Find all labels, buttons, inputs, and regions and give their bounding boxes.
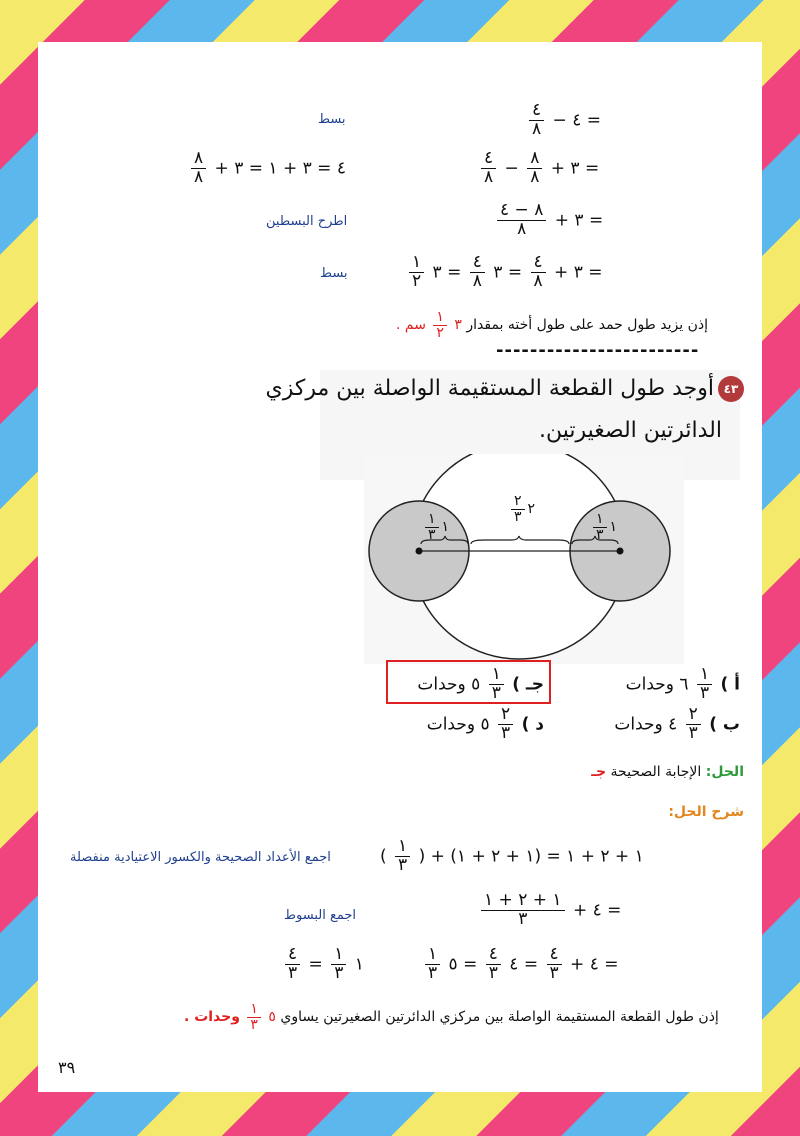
math-step: [478, 150, 599, 187]
math-step: ١ $\frac{١}{٣}$ = $\frac{٤}{٣}$: [282, 946, 364, 983]
step-note: بسط: [318, 112, 346, 127]
fraction: $\frac{٨ - ٤}{٨}$: [497, 202, 546, 239]
page-number: ٣٩: [58, 1058, 76, 1077]
fraction: $\frac{٤}{٨}$: [531, 254, 546, 291]
conclusion-whole: ٥: [268, 1009, 276, 1026]
fraction: $\frac{١}{٣}$: [697, 666, 712, 703]
fraction: $\frac{٢}{٣}$: [511, 494, 525, 524]
circles-diagram: [364, 454, 684, 664]
right-center-point: [617, 548, 624, 555]
math-step: [526, 102, 601, 139]
separator: ------------------------: [496, 340, 700, 361]
choice-letter: جـ ): [512, 674, 544, 695]
fraction: $\frac{١ + ٢ + ١}{٣}$: [481, 892, 565, 929]
math-step: [188, 150, 346, 187]
math-text: = ٣: [432, 262, 462, 283]
fraction: $\frac{١}{٣}$: [247, 1002, 261, 1032]
math-text: ٤ = ٣ + ١ = ٣ +: [214, 158, 346, 179]
conclusion-unit: وحدات .: [184, 1009, 240, 1026]
solution-label: الحل:: [705, 764, 744, 780]
fraction: $\frac{٤}{٨}$: [529, 102, 544, 139]
fraction: $\frac{١}{٣}$: [395, 838, 410, 875]
solution-line: [591, 764, 744, 780]
fraction: $\frac{١}{٣}$: [489, 666, 504, 703]
choice-c[interactable]: جـ ) $\frac{١}{٣}$ ٥ وحدات: [417, 664, 544, 703]
question-number-badge: ٤٣: [718, 376, 744, 402]
textbook-page: [38, 42, 762, 1092]
fraction: $\frac{١}{٢}$: [433, 310, 447, 340]
math-text: ٣: [493, 262, 503, 283]
question-line2: الدائرتين الصغيرتين.: [538, 418, 722, 443]
conclusion-text: إذن طول القطعة المستقيمة الواصلة بين مركزي الدائرتين الصغيرتين يساوي: [280, 1009, 719, 1026]
left-center-point: [416, 548, 423, 555]
math-text: ): [380, 846, 387, 867]
math-step: [478, 892, 621, 929]
conclusion-whole: ٣: [454, 317, 462, 334]
fraction: $\frac{٤}{٨}$: [470, 254, 485, 291]
fraction: $\frac{١}{٣}$: [425, 946, 440, 983]
fraction: $\frac{٤}{٨}$: [481, 150, 496, 187]
solution-answer: جـ: [591, 764, 607, 780]
fraction: $\frac{٨}{٨}$: [191, 150, 206, 187]
explanation-label: شرح الحل:: [668, 804, 744, 820]
fraction: $\frac{١}{٣}$: [593, 512, 607, 542]
conclusion-text: إذن يزيد طول حمد على طول أخته بمقدار: [466, 317, 708, 334]
solution-text: الإجابة الصحيحة: [610, 764, 702, 780]
choice-letter: د ): [521, 714, 544, 735]
conclusion-sentence: [396, 310, 708, 340]
math-step: [380, 838, 644, 875]
fraction: $\frac{٤}{٣}$: [547, 946, 562, 983]
choice-letter: ب ): [709, 714, 740, 735]
math-text: ١ + ٢ + ١ = (١ + ٢ + ١) + (: [418, 846, 644, 867]
fraction: $\frac{١}{٢}$: [409, 254, 424, 291]
math-text: =: [507, 262, 523, 283]
math-text: = ٤ +: [570, 954, 619, 975]
math-text: = ٣ +: [554, 210, 604, 231]
math-text: = ٤ +: [572, 900, 622, 921]
fraction: $\frac{٢}{٣}$: [686, 706, 701, 743]
question-line1: [266, 376, 745, 402]
conclusion-unit: سم .: [396, 317, 426, 334]
fraction: $\frac{٤}{٣}$: [486, 946, 501, 983]
diagram-label-left: ١ $\frac{١}{٣}$: [422, 512, 449, 542]
diagram-label-right: ١ $\frac{١}{٣}$: [590, 512, 617, 542]
fraction: $\frac{١}{٣}$: [425, 512, 439, 542]
math-text: −: [504, 158, 519, 179]
fraction: $\frac{٢}{٣}$: [498, 706, 513, 743]
step-note: اجمع الأعداد الصحيحة والكسور الاعتيادية منفصلة: [70, 850, 331, 865]
step-note: اجمع البسوط: [284, 908, 357, 923]
fraction: $\frac{٨}{٨}$: [527, 150, 542, 187]
math-step: [494, 202, 603, 239]
choice-d[interactable]: د ) $\frac{٢}{٣}$ ٥ وحدات: [426, 704, 544, 743]
diagram-label-middle: ٢ $\frac{٢}{٣}$: [508, 494, 535, 524]
fraction: $\frac{٤}{٣}$: [285, 946, 300, 983]
choice-a[interactable]: أ ) $\frac{١}{٣}$ ٦ وحدات: [625, 664, 740, 703]
math-step: [406, 254, 603, 291]
math-text: = ٣ +: [554, 262, 603, 283]
conclusion-sentence: [184, 1002, 719, 1032]
choice-letter: أ ): [720, 674, 740, 695]
step-note: اطرح البسطين: [266, 214, 348, 229]
math-text: = ٤ −: [552, 110, 601, 131]
step-note: بسط: [320, 266, 348, 281]
math-step: = ٤ + $\frac{٤}{٣}$ = ٤ $\frac{٤}{٣}$ = ٥ $\frac{١}{٣}$: [422, 946, 619, 983]
choice-b[interactable]: ب ) $\frac{٢}{٣}$ ٤ وحدات: [614, 704, 740, 743]
fraction: $\frac{١}{٣}$: [331, 946, 346, 983]
question-text: أوجد طول القطعة المستقيمة الواصلة بين مركزي: [265, 376, 714, 401]
math-text: = ٣ +: [550, 158, 600, 179]
